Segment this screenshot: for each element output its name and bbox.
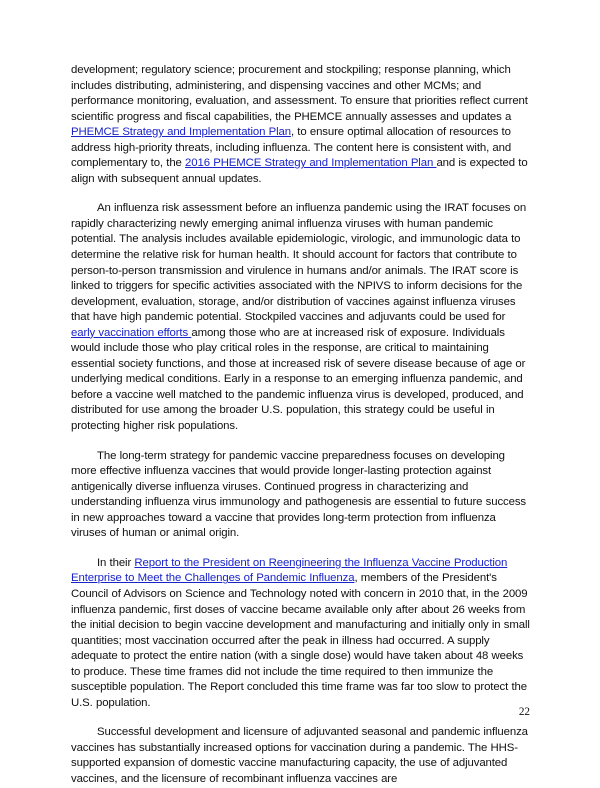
paragraph-text: Successful development and licensure of adjuvanted seasonal and pandemic influenza vaccines has substantially increased options for vaccination during a pandemic. The HHS-supported expansion of domestic vaccine manufacturing capacity, the use of adjuvanted vaccines, and the licensure of recombinant influenza vaccines are	[71, 726, 528, 785]
paragraph-text: , to ensure optimal allocation of resources to address high-priority threats, including influenza. The content here is consistent with, and complementary to, the	[71, 126, 512, 170]
body-text-column	[71, 63, 530, 788]
paragraph-text: among those who are at increased risk of exposure. Individuals would include those who play critical roles in the response, are critical to maintaining essential society functions, and those at increased risk of severe disease because of age or underlying medical conditions. Early in a response to an emerging influenza pandemic, and before a vaccine well matched to the pandemic influenza virus is developed, produced, and distributed for use among the broader U.S. population, this strategy could be useful in protecting higher risk populations.	[71, 326, 526, 433]
paragraph-text: An influenza risk assessment before an influenza pandemic using the IRAT focuses on rapidly characterizing newly emerging animal influenza viruses with human pandemic potential. The analysis includes available epidemiologic, virologic, and immunologic data to determine the relative risk for human health. It should account for factors that contribute to person-to-person transmission and virulence in humans and/or animals. The IRAT score is linked to triggers for specific activities associated with the NPIVS to inform decisions for the development, evaluation, storage, and/or distribution of vaccines against influenza viruses that have high pandemic potential. Stockpiled vaccines and adjuvants could be used for	[71, 202, 527, 324]
paragraph	[71, 556, 530, 711]
paragraph-text: In their	[97, 556, 135, 569]
paragraph-text: development; regulatory science; procurement and stockpiling; response planning, which includes distributing, administering, and dispensing vaccines and other MCMs; and performance monitoring, evaluation, and assessment. To ensure that priorities reflect current scientific progress and fiscal capabilities, the PHEMCE annually assesses and updates a	[71, 64, 528, 123]
paragraph	[71, 63, 530, 187]
document-hyperlink[interactable]: early vaccination efforts	[71, 326, 192, 339]
paragraph-text: and is expected to align with subsequent annual updates.	[71, 157, 528, 185]
document-hyperlink[interactable]: Report to the President on Reengineering the Influenza Vaccine Production Enterprise to Meet the Challenges of Pandemic Influenza	[71, 556, 508, 585]
paragraph-text: , members of the President's Council of Advisors on Science and Technology noted with concern in 2010 that, in the 2009 influenza pandemic, first doses of vaccine became available only after about 26 weeks from the initial decision to begin vaccine development and manufacturing and initially only in small quantities; most vaccination occurred after the peak in illness had occurred. A supply adequate to protect the entire nation (with a single dose) would have taken about 48 weeks to produce. These time frames did not include the time required to then immunize the susceptible population. The Report concluded this time frame was far too slow to protect the U.S. population.	[71, 572, 530, 709]
paragraph	[71, 725, 530, 787]
paragraph-text: The long-term strategy for pandemic vaccine preparedness focuses on developing more effective influenza vaccines that would provide longer-lasting protection against antigenically diverse influenza viruses. Continued progress in characterizing and understanding influenza virus immunology and pathogenesis are essential to future success in new approaches toward a vaccine that provides long-term protection from influenza viruses of human or animal origin.	[71, 449, 526, 540]
document-hyperlink[interactable]: 2016 PHEMCE Strategy and Implementation Plan	[185, 157, 437, 170]
paragraph	[71, 449, 530, 542]
document-hyperlink[interactable]: PHEMCE Strategy and Implementation Plan	[71, 126, 291, 139]
page-number: 22	[518, 706, 530, 718]
paragraph	[71, 201, 530, 434]
